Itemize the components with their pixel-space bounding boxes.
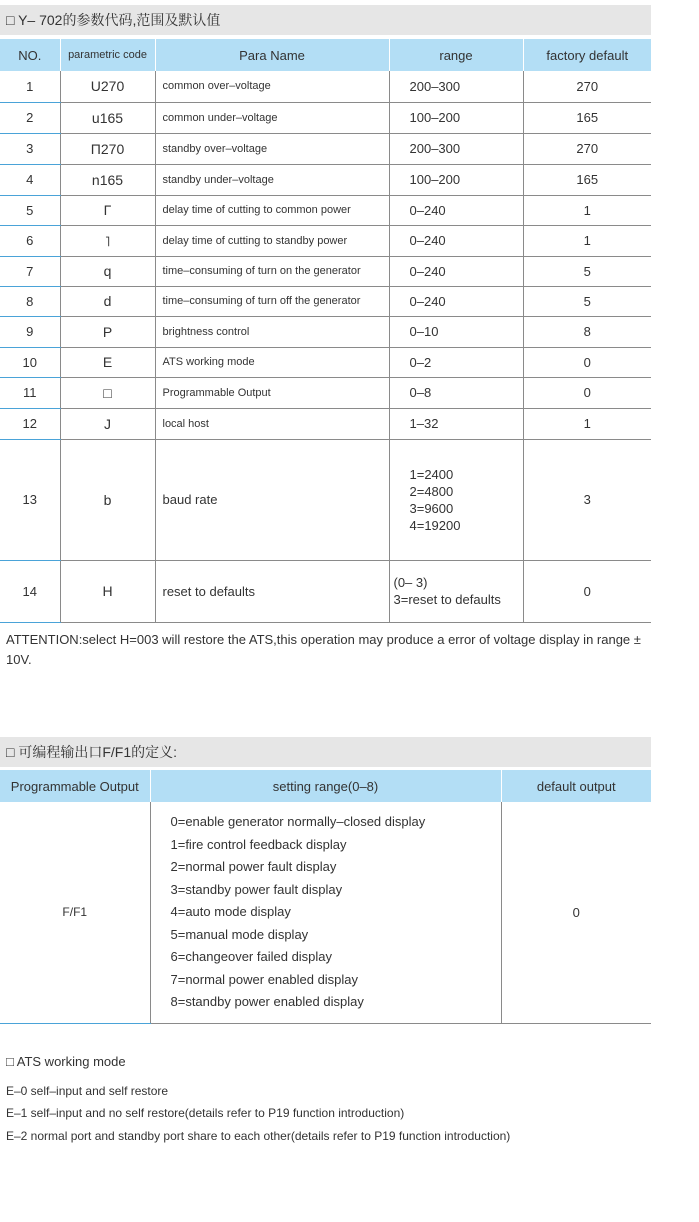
table-row <box>0 286 651 316</box>
section1-title: □ Y– 702的参数代码,范围及默认值 <box>0 5 651 35</box>
row-range: 0–10 <box>389 316 523 347</box>
row-range: 1–32 <box>389 408 523 439</box>
ats-mode-line: E–1 self–input and no self restore(details refer to P19 function introduction) <box>6 1106 405 1120</box>
row-range: 100–200 <box>389 164 523 195</box>
row-range: 0–2 <box>389 347 523 377</box>
table-row <box>0 71 651 102</box>
row-default: 5 <box>523 256 651 286</box>
table-row <box>0 102 651 133</box>
row-name: time–consuming of turn on the generator <box>155 256 389 286</box>
setting-options <box>150 802 501 1023</box>
section2-title: □ 可编程输出口F/F1的定义: <box>0 737 651 767</box>
reset-range-line: (0– 3) <box>393 575 428 590</box>
table-row <box>0 347 651 377</box>
table-row <box>0 133 651 164</box>
row-range <box>389 560 523 622</box>
programmable-output-table <box>0 770 651 1024</box>
row-code: □ <box>60 377 155 408</box>
row-default: 1 <box>523 408 651 439</box>
row-code: u165 <box>60 102 155 133</box>
row-code: Γ <box>60 195 155 225</box>
row-range: 0–240 <box>389 195 523 225</box>
row-code: b <box>60 439 155 560</box>
row-name: ATS working mode <box>155 347 389 377</box>
row-range <box>389 439 523 560</box>
table-row <box>0 195 651 225</box>
row-name: delay time of cutting to common power <box>155 195 389 225</box>
row-default: 165 <box>523 102 651 133</box>
ats-mode-title: □ ATS working mode <box>6 1054 126 1069</box>
header-setting-range: setting range(0–8) <box>150 770 501 802</box>
row-default: 3 <box>523 439 651 560</box>
setting-option: 7=normal power enabled display <box>170 971 359 987</box>
header-default: factory default <box>523 39 651 71</box>
table-row <box>0 164 651 195</box>
table-header-row <box>0 770 651 802</box>
table-header-row <box>0 39 651 71</box>
baud-option: 4=19200 <box>409 517 461 533</box>
ats-mode-line: E–2 normal port and standby port share to each other(details refer to P19 function introduction) <box>6 1129 511 1143</box>
row-default: 1 <box>523 195 651 225</box>
row-name: common under–voltage <box>155 102 389 133</box>
row-default: 270 <box>523 71 651 102</box>
row-name: standby over–voltage <box>155 133 389 164</box>
row-code: J <box>60 408 155 439</box>
setting-option: 5=manual mode display <box>170 926 309 942</box>
row-default: 5 <box>523 286 651 316</box>
table-row <box>0 408 651 439</box>
row-no: 10 <box>0 347 60 377</box>
header-programmable-output: Programmable Output <box>0 770 150 802</box>
row-range: 200–300 <box>389 133 523 164</box>
ats-mode-line: E–0 self–input and self restore <box>6 1084 169 1098</box>
setting-option: 6=changeover failed display <box>170 949 333 964</box>
row-code: E <box>60 347 155 377</box>
table-row-baud <box>0 439 651 560</box>
baud-option: 3=9600 <box>409 500 454 516</box>
row-name: common over–voltage <box>155 71 389 102</box>
row-range: 200–300 <box>389 71 523 102</box>
table-row-reset <box>0 560 651 622</box>
row-code: H <box>60 560 155 622</box>
row-default: 0 <box>523 347 651 377</box>
row-name: brightness control <box>155 316 389 347</box>
row-no: 8 <box>0 286 60 316</box>
row-code: d <box>60 286 155 316</box>
row-name: local host <box>155 408 389 439</box>
row-name: time–consuming of turn off the generator <box>155 286 389 316</box>
row-no: 1 <box>0 71 60 102</box>
setting-option: 8=standby power enabled display <box>170 994 364 1009</box>
row-name: Programmable Output <box>155 377 389 408</box>
parameter-table <box>0 39 651 623</box>
row-name: standby under–voltage <box>155 164 389 195</box>
row-no: 11 <box>0 377 60 408</box>
header-default-output: default output <box>501 770 651 802</box>
row-name: delay time of cutting to standby power <box>155 225 389 256</box>
header-no: NO. <box>0 39 60 71</box>
row-no: 6 <box>0 225 60 256</box>
row-default: 1 <box>523 225 651 256</box>
setting-option: 3=standby power fault display <box>170 881 343 897</box>
row-no: 7 <box>0 256 60 286</box>
table-row <box>0 802 651 1023</box>
row-name: reset to defaults <box>155 560 389 622</box>
row-no: 4 <box>0 164 60 195</box>
row-range: 100–200 <box>389 102 523 133</box>
row-code: P <box>60 316 155 347</box>
setting-option: 0=enable generator normally–closed display <box>170 814 426 829</box>
row-range: 0–240 <box>389 225 523 256</box>
attention-note: ATTENTION:select H=003 will restore the ATS,this operation may produce a error of voltage display in range ± 10V. <box>6 632 641 667</box>
output-default: 0 <box>501 802 651 1023</box>
row-no: 3 <box>0 133 60 164</box>
header-range: range <box>389 39 523 71</box>
row-code: ˥ <box>60 225 155 256</box>
row-default: 270 <box>523 133 651 164</box>
row-default: 165 <box>523 164 651 195</box>
row-code: Π270 <box>60 133 155 164</box>
table-row <box>0 316 651 347</box>
row-code: U270 <box>60 71 155 102</box>
row-range: 0–240 <box>389 286 523 316</box>
output-name: F/F1 <box>0 802 150 1023</box>
setting-option: 4=auto mode display <box>170 904 291 919</box>
table-row <box>0 377 651 408</box>
row-no: 5 <box>0 195 60 225</box>
header-name: Para Name <box>155 39 389 71</box>
row-code: q <box>60 256 155 286</box>
row-default: 8 <box>523 316 651 347</box>
table-row <box>0 225 651 256</box>
setting-option: 2=normal power fault display <box>170 859 337 874</box>
row-no: 13 <box>0 439 60 560</box>
table-row <box>0 256 651 286</box>
reset-range-line: 3=reset to defaults <box>393 592 501 607</box>
row-no: 14 <box>0 560 60 622</box>
row-no: 2 <box>0 102 60 133</box>
row-no: 12 <box>0 408 60 439</box>
baud-option: 1=2400 <box>409 466 454 482</box>
row-default: 0 <box>523 377 651 408</box>
row-default: 0 <box>523 560 651 622</box>
row-range: 0–8 <box>389 377 523 408</box>
row-name: baud rate <box>155 439 389 560</box>
baud-option: 2=4800 <box>409 483 454 499</box>
header-code: parametric code <box>60 39 155 71</box>
row-code: n165 <box>60 164 155 195</box>
row-range: 0–240 <box>389 256 523 286</box>
setting-option: 1=fire control feedback display <box>170 836 347 852</box>
row-no: 9 <box>0 316 60 347</box>
